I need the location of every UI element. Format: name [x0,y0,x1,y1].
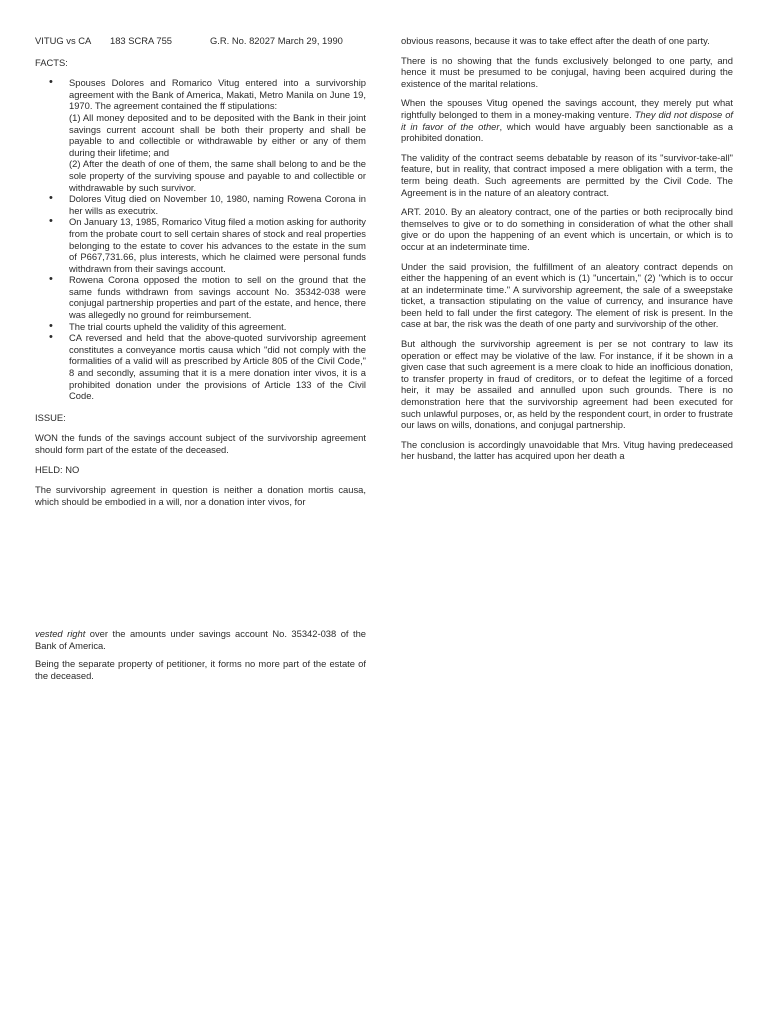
list-item: • On January 13, 1985, Romarico Vitug filed a motion asking for authority from the probate court to sell certain shares of stock and real properties belonging to the estate to cover his advances to the estate in the sum of P667,731.66, plus interests, which he claimed were personal funds withdrawn from their savings account. [69,216,366,274]
list-item: • CA reversed and held that the above-quoted survivorship agreement constitutes a conveyance mortis causa which "did not comply with the formalities of a valid will as prescribed by Article 805 of the Civil Code," 8 and secondly, assuming that it is a mere donation inter vivos, it is a prohibited donation under the provisions of Article 133 of the Civil Code. [69,332,366,402]
issue-text: WON the funds of the savings account subject of the survivorship agreement should form part of the estate of the deceased. [35,432,366,455]
case-title: VITUG vs CA [35,35,92,46]
fact-stipulation-1: (1) All money deposited and to be deposited with the Bank in their joint savings current account shall be both their property and shall be payable to and collectible or withdrawable by either or any of them during their lifetime; and [69,111,366,158]
right-paragraph-2: There is no showing that the funds exclusively belonged to one party, and hence it must be presumed to be conjugal, having been acquired during the existence of the marital relations. [401,54,733,89]
issue-label: ISSUE: [35,411,66,423]
list-item: • Dolores Vitug died on November 10, 1980, naming Rowena Corona in her wills as executrix. [69,193,366,216]
fact-stipulation-2: (2) After the death of one of them, the same shall belong to and be the sole property of the surviving spouse and payable to and collectible or withdrawable by such survivor. [69,158,366,193]
continuation-paragraph-2: Being the separate property of petitioner, it forms no more part of the estate of the deceased. [35,658,366,681]
right-paragraph-3: When the spouses Vitug opened the savings account, they merely put what rightfully belonged to them in a money-making venture. They did not dispose of it in favor of the other, which would have arguably been sanctionable as a prohibited donation. [401,97,734,144]
italic-phrase: They did not dispose of it in favor of the other [401,108,734,132]
facts-list [35,77,366,402]
list-item: • The trial courts upheld the validity of this agreement. [69,321,366,333]
list-item [69,77,366,193]
right-paragraph-1: obvious reasons, because it was to take effect after the death of one party. [401,35,710,46]
left-column [35,35,366,515]
vested-right-italic: vested right [35,628,86,639]
fact-lead: Spouses Dolores and Romarico Vitug entered into a survivorship agreement with the Bank of America, Makati, Metro Manila on June 19, 1970. The agreement contained the ff stipulations: [69,77,366,112]
case-header [35,35,366,47]
case-citation: 183 SCRA 755 [110,35,173,46]
right-paragraph-8: The conclusion is accordingly unavoidable that Mrs. Vitug having predeceased her husband, the latter has acquired upon her death a [401,438,733,462]
right-column [401,35,733,470]
case-gr-number: G.R. No. 82027 March 29, 1990 [210,35,343,46]
continuation-paragraph-1: vested right over the amounts under savings account No. 35342-038 of the Bank of America. [35,628,366,651]
right-paragraph-7: But although the survivorship agreement is per se not contrary to law its operation or effect may be violative of the law. For instance, if it be shown in a given case that such agreement is a mere cloak to hide an inofficious donation, to transfer property in fraud of creditors, or to defeat the legitime of a forced heir, it may be assailed and annulled upon such grounds. There is no demonstration here that the survivorship agreement had been executed for such unlawful purposes, or, as held by the respondent court, in order to frustrate our laws on wills, donations, and conjugal partnership. [401,338,733,431]
right-paragraph-4: The validity of the contract seems debatable by reason of its "survivor-take-all" feature, but in reality, that contract imposed a mere obligation with a term, the term being death. Such agreements are permitted by the Civil Code. The Agreement is in the nature of an aleatory contract. [401,151,733,198]
left-continuation [35,628,366,688]
facts-label: FACTS: [35,56,68,68]
held-label: HELD: NO [35,463,80,475]
right-paragraph-6: Under the said provision, the fulfillment of an aleatory contract depends on either the happening of an event which is (1) "uncertain," (2) "which is to occur at an indeterminate time." A survivorship agreement, the sale of a sweepstake ticket, a transaction stipulating on the value of currency, and insurance have been held to fall under the first category. The element of risk is present. In the case at bar, the risk was the death of one party and survivorship of the other. [401,260,733,330]
right-paragraph-5: ART. 2010. By an aleatory contract, one of the parties or both reciprocally bind themselves to give or to do something in consideration of what the other shall give or do upon the happening of an event which is uncertain, or which is to occur at an indeterminate time. [401,206,733,252]
held-text: The survivorship agreement in question is neither a donation mortis causa, which should be embodied in a will, nor a donation inter vivos, for [35,484,366,507]
list-item: • Rowena Corona opposed the motion to sell on the ground that the same funds withdrawn from savings account No. 35342-038 were conjugal partnership properties and part of the estate, and hence, there was allegedly no ground for reimbursement. [69,274,366,320]
